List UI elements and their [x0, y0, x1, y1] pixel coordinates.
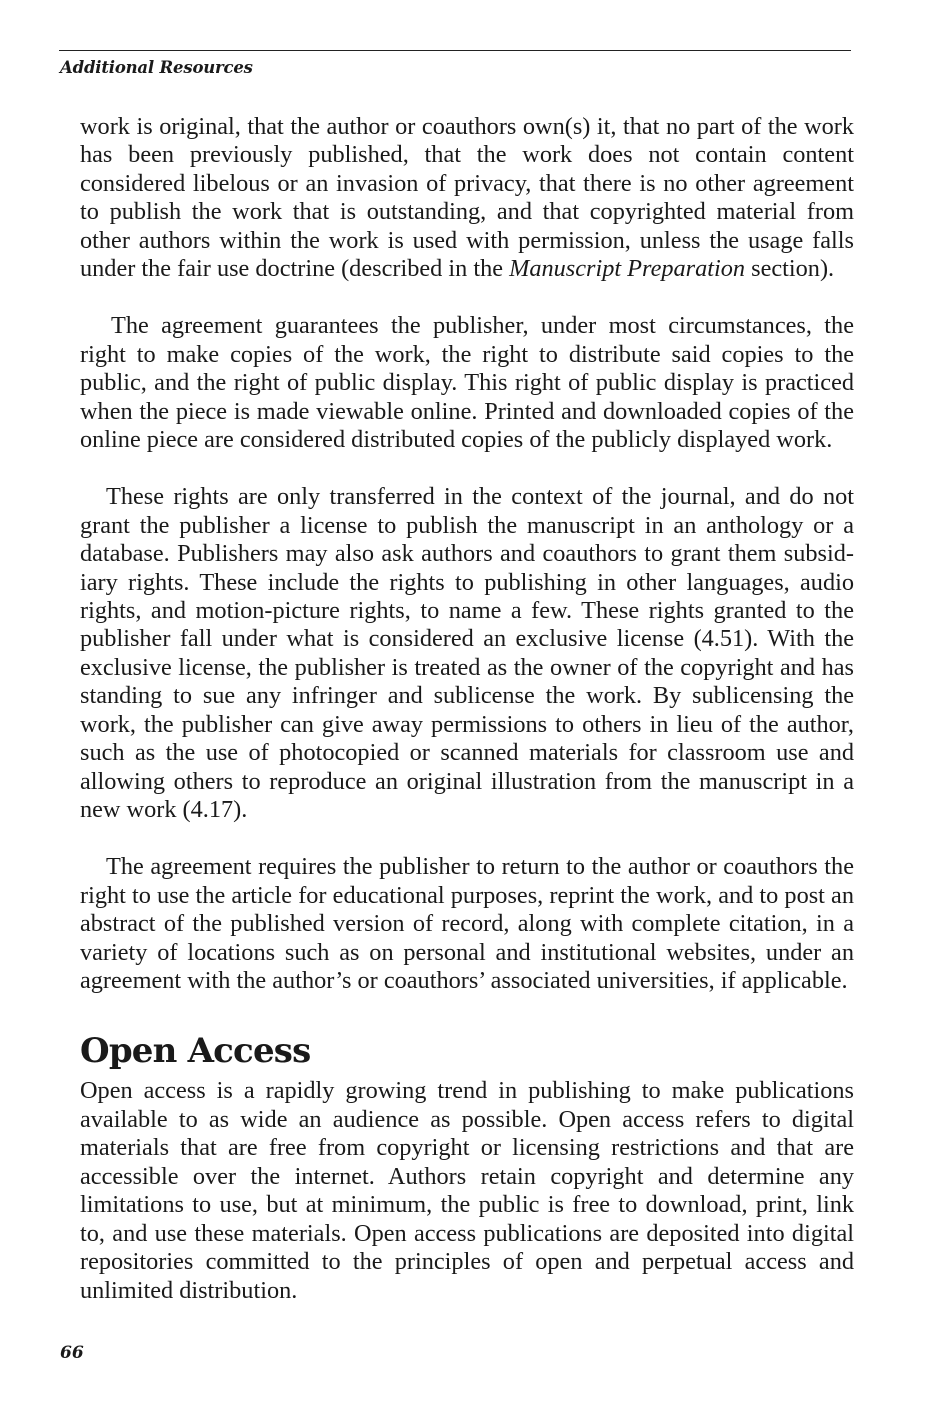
- header-rule: [59, 50, 851, 51]
- paragraph-subsidiary-rights: These rights are only transferred in the context of the journal, and do not grant the publisher a license to publish the manuscript in an anthology or a database. Publishers may also ask authors and coauthors to grant them subsidiary rights. These include the rights to publishing in other languages, audio rights, and motion-picture rights, to name a few. These rights granted to the publisher fall under what is considered an exclusive license (4.51). With the exclusive license, the publisher is treated as the owner of the copyright and has standing to sue any infringer and sublicense the work. By sublicensing the work, the publisher can give away permissions to others in lieu of the author, such as the use of photocopied or scanned materials for classroom use and allowing others to reproduce an original illustration from the manuscript in a new work (4.17).: [80, 483, 854, 824]
- paragraph-open-access: Open access is a rapidly growing trend in publishing to make publications available to as wide an audience as possible. Open access refers to digital materials that are free from copyright or licensing restrictions and that are accessible over the internet. Authors retain copyright and determine any limitations to use, but at minimum, the public is free to download, print, link to, and use these materials. Open access publications are deposited into digital repositories committed to the principles of open and perpetual access and unlimited distribution.: [80, 1077, 854, 1304]
- paragraph-1-tail: section).: [745, 255, 835, 283]
- running-head: Additional Resources: [60, 58, 253, 77]
- manuscript-preparation-reference: Manuscript Preparation: [509, 255, 746, 283]
- paragraph-author-rights: The agreement requires the publisher to return to the author or coauthors the right to use the article for educational purposes, reprint the work, and to post an abstract of the published version of record, along with complete citation, in a variety of locations such as on personal and institutional websites, under an agreement with the author’s or coauthors’ associated universities, if applicable.: [80, 853, 854, 995]
- paragraph-1-text: work is original, that the author or coauthors own(s) it, that no part of the work has been previously published, that the work does not contain content considered libelous or an invasion of privacy, that there is no other agreement to publish the work that is outstanding, and that copyrighted material from other authors within the work is used with permission, unless the usage falls under the fair use doctrine (described in the: [80, 113, 854, 283]
- paragraph-publisher-rights: The agreement guarantees the publisher, under most circumstances, the right to make copies of the work, the right to distribute said copies to the public, and the right of public display. This right of public display is practiced when the piece is made viewable online. Printed and downloaded copies of the online piece are considered distributed copies of the publicly displayed work.: [80, 312, 854, 454]
- paragraph-continuation: [80, 113, 854, 284]
- page-content: [80, 113, 854, 1305]
- page-number: 66: [60, 1343, 84, 1363]
- section-heading-open-access: Open Access: [80, 1031, 311, 1072]
